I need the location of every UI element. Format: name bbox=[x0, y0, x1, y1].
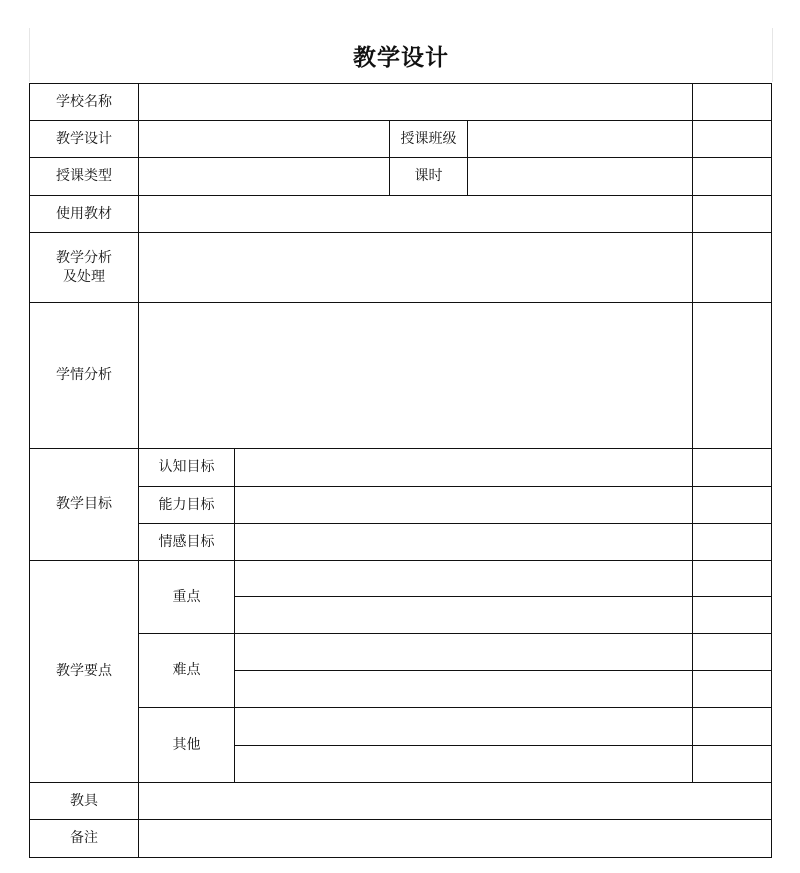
label-difficulty: 难点 bbox=[172, 662, 201, 678]
field-teaching-analysis[interactable] bbox=[139, 233, 692, 302]
field-class-hours[interactable] bbox=[468, 158, 692, 195]
label-teaching-aids: 教具 bbox=[70, 792, 98, 809]
label-school-name: 学校名称 bbox=[56, 93, 112, 110]
label-teaching-analysis bbox=[30, 233, 138, 302]
label-class-hours: 课时 bbox=[414, 168, 443, 184]
field-textbook[interactable] bbox=[139, 196, 692, 232]
label-class: 授课班级 bbox=[400, 130, 457, 147]
label-teaching-design: 教学设计 bbox=[56, 130, 112, 147]
label-teaching-analysis-line2: 及处理 bbox=[63, 268, 105, 285]
label-emotion-objective: 情感目标 bbox=[158, 533, 215, 550]
label-objectives: 教学目标 bbox=[56, 496, 112, 512]
h-line bbox=[29, 857, 772, 858]
label-textbook: 使用教材 bbox=[56, 205, 112, 222]
label-key-points: 教学要点 bbox=[56, 663, 112, 679]
field-other-1[interactable] bbox=[235, 708, 692, 745]
field-remarks[interactable] bbox=[139, 820, 771, 857]
page-title: 教学设计 bbox=[353, 44, 449, 71]
label-ability-objective: 能力目标 bbox=[158, 496, 215, 513]
field-focus-2[interactable] bbox=[235, 597, 692, 633]
label-teaching-analysis-line1: 教学分析 bbox=[56, 249, 112, 266]
field-ability-objective[interactable] bbox=[235, 487, 692, 523]
field-teaching-design[interactable] bbox=[139, 121, 389, 157]
field-student-analysis[interactable] bbox=[139, 303, 692, 448]
label-cognitive-objective: 认知目标 bbox=[158, 459, 215, 475]
field-lesson-type[interactable] bbox=[139, 158, 389, 195]
label-focus: 重点 bbox=[172, 588, 201, 605]
field-teaching-aids[interactable] bbox=[139, 783, 771, 819]
field-cognitive-objective[interactable] bbox=[235, 449, 692, 486]
label-student-analysis: 学情分析 bbox=[56, 367, 112, 383]
field-difficulty-2[interactable] bbox=[235, 671, 692, 707]
label-other: 其他 bbox=[172, 736, 201, 753]
field-focus-1[interactable] bbox=[235, 561, 692, 596]
v-line-extra bbox=[692, 83, 693, 783]
field-school-name[interactable] bbox=[139, 84, 692, 120]
field-emotion-objective[interactable] bbox=[235, 524, 692, 560]
label-lesson-type: 授课类型 bbox=[56, 168, 112, 184]
field-other-2[interactable] bbox=[235, 746, 692, 782]
label-remarks: 备注 bbox=[70, 830, 98, 846]
v-line-right bbox=[771, 83, 772, 858]
field-difficulty-1[interactable] bbox=[235, 634, 692, 670]
field-class[interactable] bbox=[468, 121, 692, 157]
